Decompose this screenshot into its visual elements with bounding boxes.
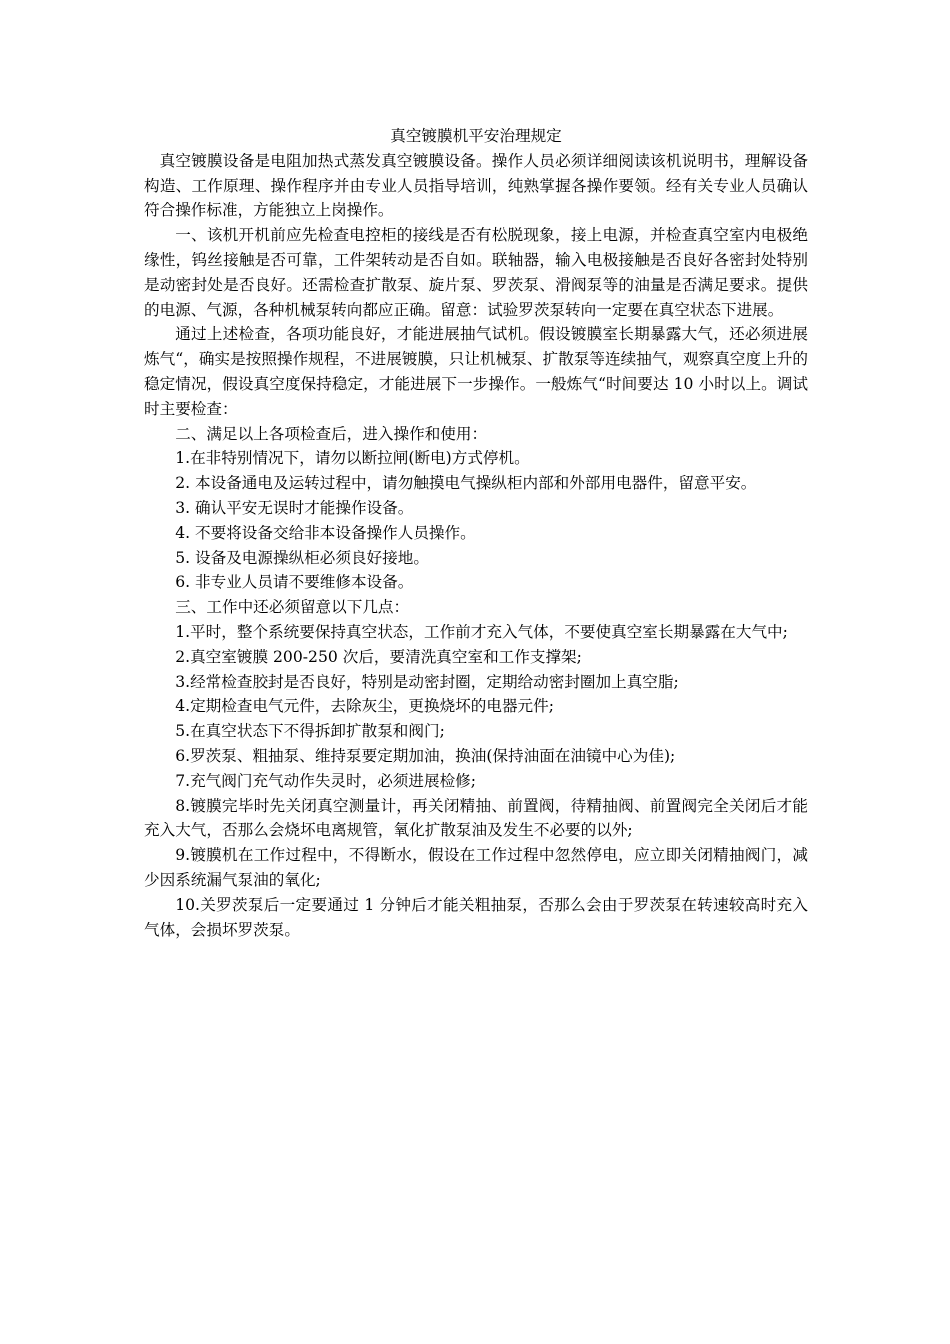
document-page — [144, 124, 808, 942]
list-item: 5.在真空状态下不得拆卸扩散泵和阀门; — [175, 722, 445, 741]
document-title: 真空镀膜机平安治理规定 — [390, 127, 562, 145]
list-item: 8.镀膜完毕时先关闭真空测量计，再关闭精抽、前置阀，待精抽阀、前置阀完全关闭后才能充入大气，否那么会烧坏电离规管，氧化扩散泵油及发生不必要的以外; — [144, 796, 808, 840]
list-item: 2.真空室镀膜 200-250 次后，要清洗真空室和工作支撑架; — [175, 647, 582, 666]
paragraph-section-1: 一、该机开机前应先检查电控柜的接线是否有松脱现象，接上电源，并检查真空室内电极绝缘性，钨丝接触是否可靠，工件架转动是否自如。联轴器，输入电极接触是否良好各密封处特别是动密封处是否良好。还需检查扩散泵、旋片泵、罗茨泵、滑阀泵等的油量是否满足要求。提供的电源、气源，各种机械泵转向都应正确。留意：试验罗茨泵转向一定要在真空状态下进展。 — [144, 226, 808, 319]
paragraph-intro: 真空镀膜设备是电阻加热式蒸发真空镀膜设备。操作人员必须详细阅读该机说明书，理解设备构造、工作原理、操作程序并由专业人员指导培训，纯熟掌握各操作要领。经有关专业人员确认符合操作标准，方能独立上岗操作。 — [144, 151, 808, 220]
list-item: 6. 非专业人员请不要维修本设备。 — [175, 573, 414, 592]
paragraph-section-3-heading: 三、工作中还必须留意以下几点： — [175, 598, 410, 617]
paragraph-section-2-heading: 二、满足以上各项检查后，进入操作和使用： — [175, 424, 488, 443]
list-item: 1.平时，整个系统要保持真空状态，工作前才充入气体，不要使真空室长期暴露在大气中; — [175, 622, 788, 641]
list-item: 7.充气阀门充气动作失灵时，必须进展检修; — [175, 771, 477, 790]
list-item: 4.定期检查电气元件，去除灰尘，更换烧坏的电器元件; — [175, 697, 554, 716]
list-item: 1.在非特别情况下，请勿以断拉闸(断电)方式停机。 — [175, 449, 530, 468]
list-item: 9.镀膜机在工作过程中，不得断水，假设在工作过程中忽然停电，应立即关闭精抽阀门，减少因系统漏气泵油的氧化; — [144, 846, 808, 889]
list-item: 6.罗茨泵、粗抽泵、维持泵要定期加油，换油(保持油面在油镜中心为佳); — [175, 746, 676, 765]
paragraph-trial-run: 通过上述检查，各项功能良好，才能进展抽气试机。假设镀膜室长期暴露大气，还必须进展炼气“，确实是按照操作规程，不进展镀膜，只让机械泵、扩散泵等连续抽气，观察真空度上升的稳定情况，假设真空度保持稳定，才能进展下一步操作。一般炼气“时间要达 10 小时以上。调试时主要检查： — [144, 325, 808, 418]
list-item: 3. 确认平安无误时才能操作设备。 — [175, 498, 414, 517]
list-item: 5. 设备及电源操纵柜必须良好接地。 — [175, 548, 429, 567]
list-item: 2. 本设备通电及运转过程中，请勿触摸电气操纵柜内部和外部用电器件，留意平安。 — [175, 474, 757, 493]
list-item: 3.经常检查胶封是否良好，特别是动密封圈，定期给动密封圈加上真空脂; — [175, 672, 679, 691]
list-item: 4. 不要将设备交给非本设备操作人员操作。 — [175, 523, 476, 542]
list-item: 10.关罗茨泵后一定要通过 1 分钟后才能关粗抽泵，否那么会由于罗茨泵在转速较高时充入气体，会损坏罗茨泵。 — [144, 895, 808, 939]
